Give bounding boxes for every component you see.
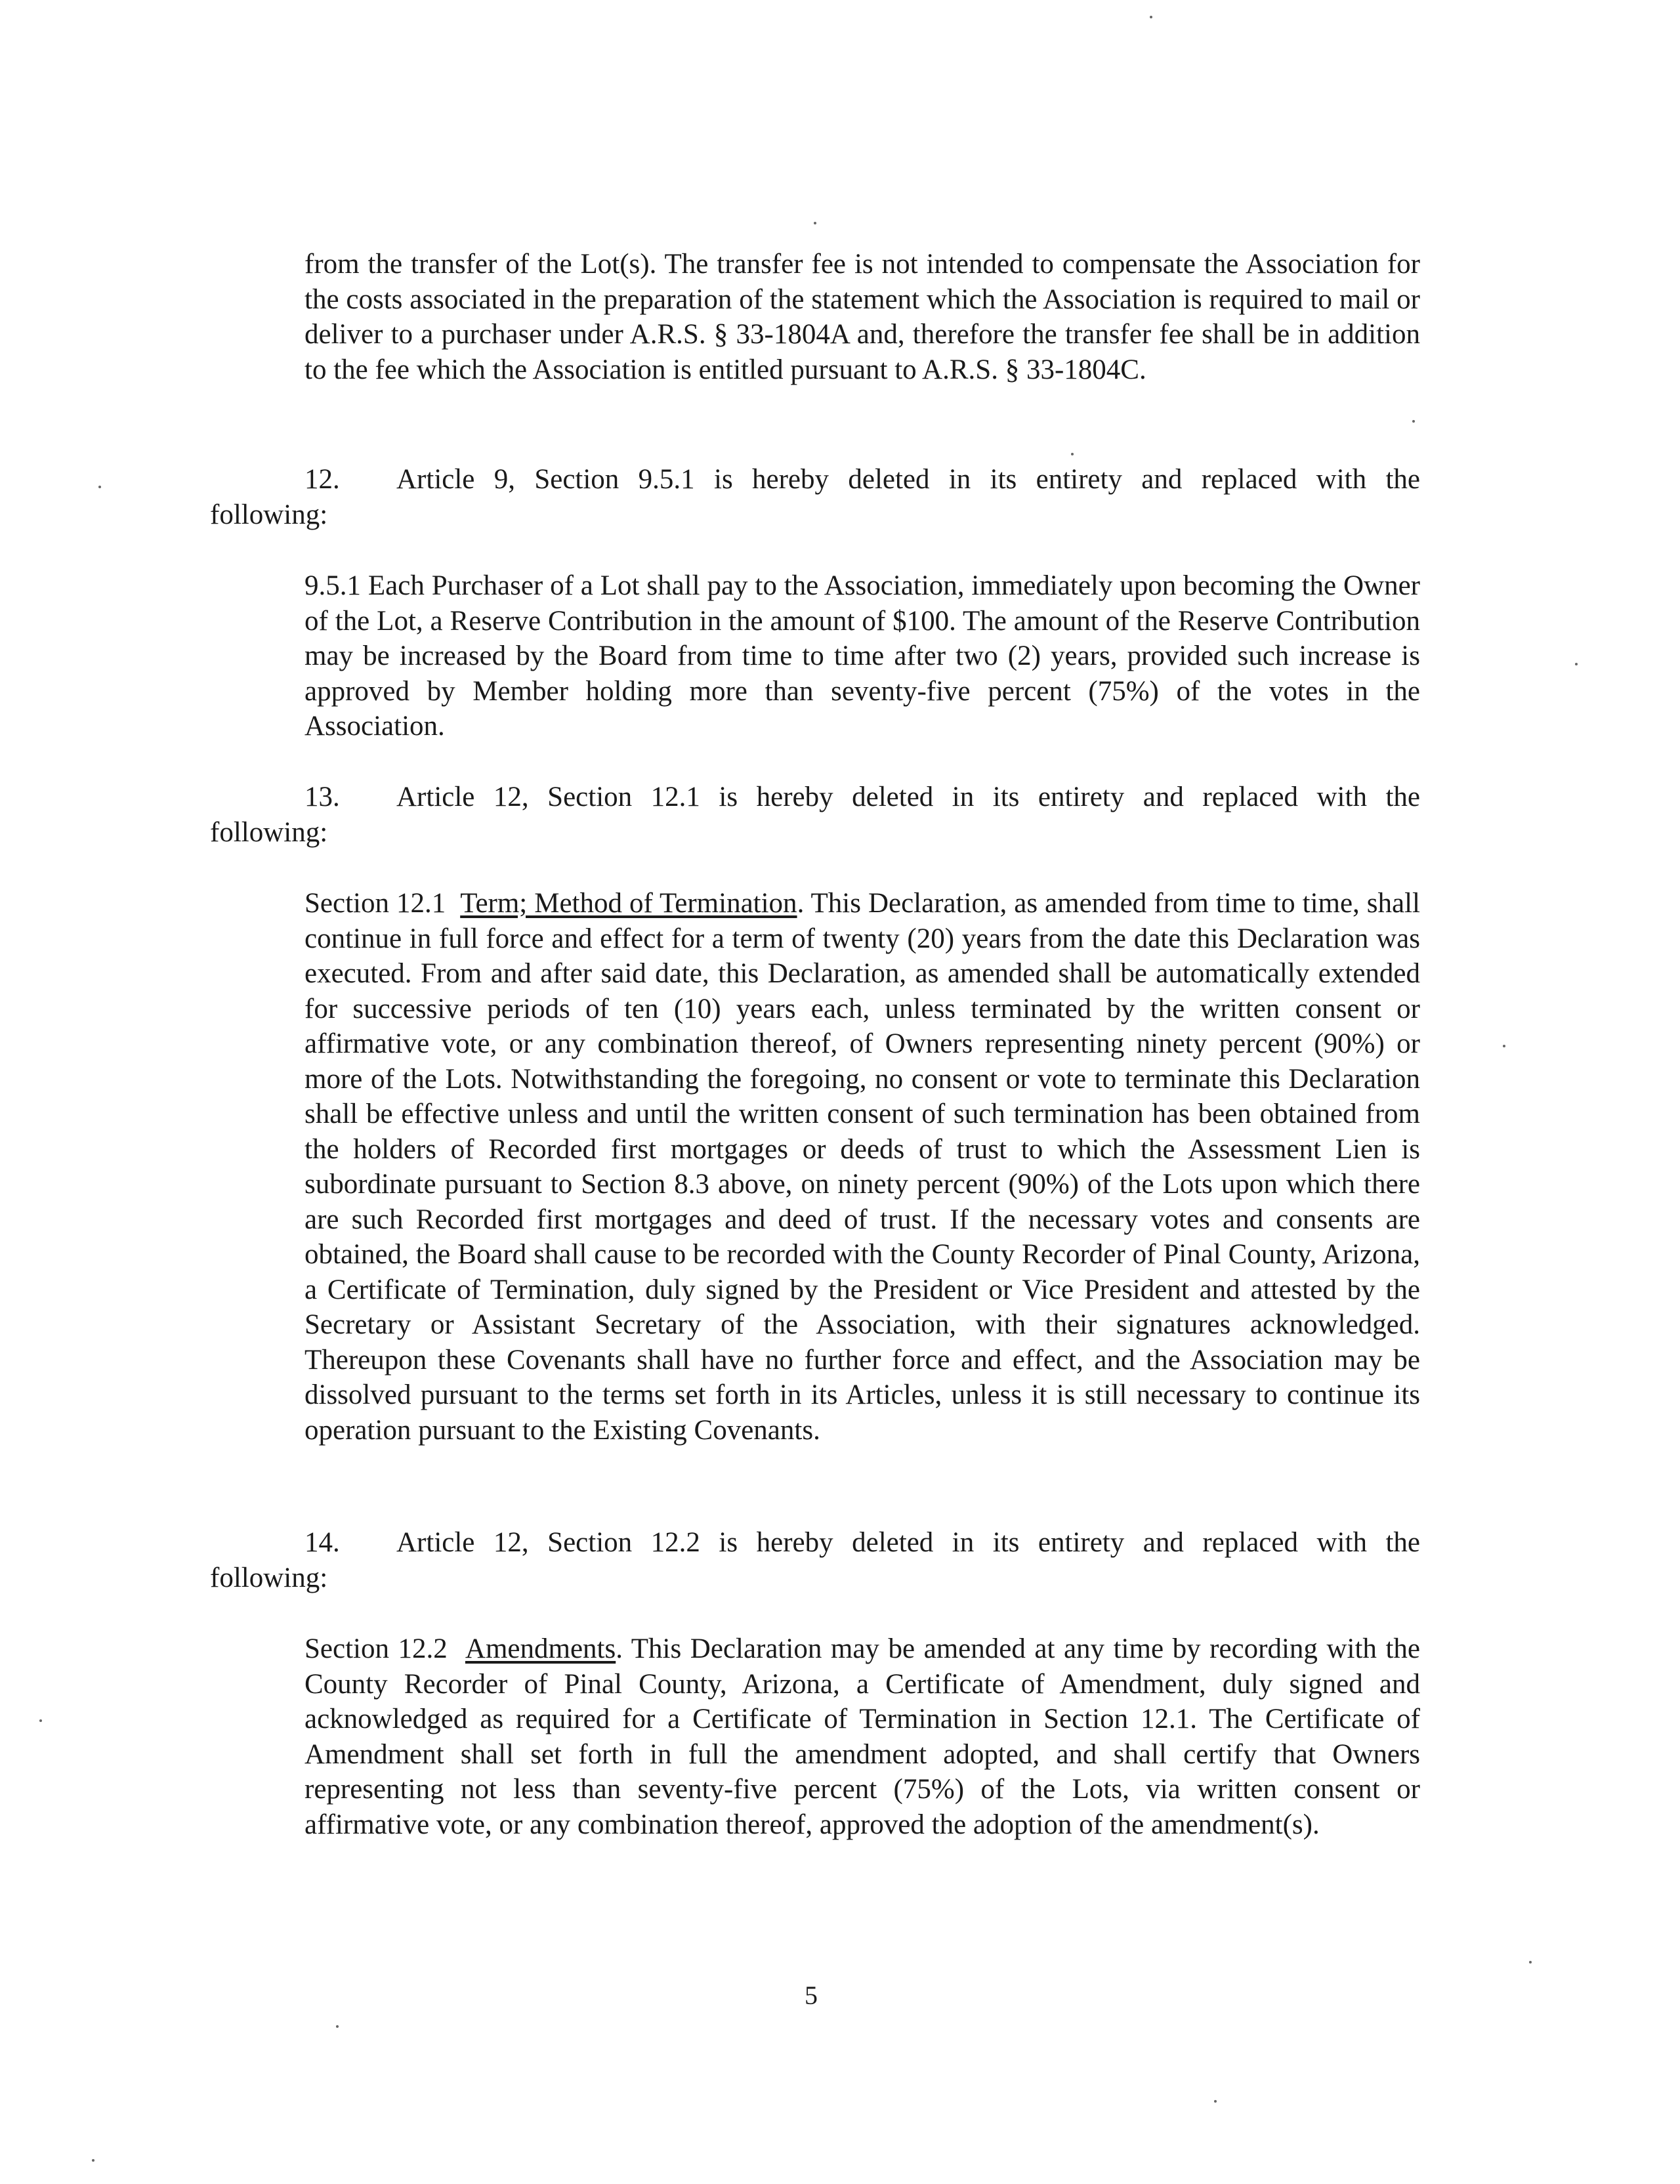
item-12-continuation: following: (210, 499, 328, 530)
item-14-text: Article 12, Section 12.2 is hereby deleted in its entirety and replaced with the (396, 1527, 1420, 1558)
section-12-1 (304, 886, 1420, 1448)
scan-speck (92, 2159, 94, 2162)
amendment-item-13 (210, 780, 1420, 850)
scan-speck (1503, 1045, 1505, 1047)
scan-speck (814, 222, 816, 224)
item-13-continuation: following: (210, 816, 328, 848)
scan-speck (98, 486, 101, 488)
amendment-item-14 (210, 1525, 1420, 1595)
item-12-number: 12. (304, 464, 340, 495)
section-12-2 (304, 1631, 1420, 1842)
scan-speck (1150, 16, 1152, 18)
item-13-number: 13. (304, 782, 340, 812)
item-14-continuation: following: (210, 1562, 328, 1593)
amendment-item-14-line (210, 1525, 1420, 1561)
section-12-2-label: Section 12.2 (304, 1633, 448, 1664)
scan-speck (39, 1719, 42, 1722)
section-9-5-1: 9.5.1 Each Purchaser of a Lot shall pay to the Association, immediately upon becoming the Owner of the Lot, a Reserve Contribution in the amount of $100. The amount of the Reserve Contribution may be increased by the Board from time to time after two (2) years, provided such increase is approved by Member holding more than seventy-five percent (75%) of the votes in the Association. (304, 570, 1420, 742)
page-number: 5 (805, 1981, 818, 2010)
section-12-2-heading: Amendments (465, 1633, 616, 1664)
amendment-item-12 (210, 462, 1420, 532)
scan-speck (336, 2025, 339, 2028)
item-12-text: Article 9, Section 9.5.1 is hereby deleted in its entirety and replaced with the (396, 464, 1420, 495)
scan-speck (1529, 1961, 1532, 1964)
amendment-item-12-line (210, 462, 1420, 497)
section-12-2-body: . This Declaration may be amended at any time by recording with the County Recorder of Pinal County, Arizona, a Certificate of Amendment, duly signed and acknowledged as required for a Certificate of Termination in Section 12.1. The Certificate of Amendment shall set forth in full the amendment adopted, and shall certify that Owners representing not less than seventy-five percent (75%) of the Lots, via written consent or affirmative vote, or any combination thereof, approved the adoption of the amendment(s). (304, 1633, 1421, 1840)
section-12-1-label: Section 12.1 (304, 888, 446, 919)
item-14-number: 14. (304, 1527, 340, 1558)
section-12-1-body: . This Declaration, as amended from time to time, shall continue in full force and effect for a term of twenty (20) years from the date this Declaration was executed. From and after said date, this Declaration, as amended shall be automatically extended for successive periods of ten (10) years each, unless terminated by the written consent or affirmative vote, or any combination thereof, of Owners representing ninety percent (90%) or more of the Lots. Notwithstanding the foregoing, no consent or vote to terminate this Declaration shall be effective unless and until the written consent of such termination has been obtained from the holders of Recorded first mortgages or deeds of trust to which the Assessment Lien is subordinate pursuant to Section 8.3 above, on ninety percent (90%) of the Lots upon which there are such Recorded first mortgages and deed of trust. If the necessary votes and consents are obtained, the Board shall cause to be recorded with the County Recorder of Pinal County, Arizona, a Certificate of Termination, duly signed by the President or Vice President and attested by the Secretary or Assistant Secretary of the Association, with their signatures acknowledged. Thereupon these Covenants shall have no further force and effect, and the Association may be dissolved pursuant to the terms set forth in its Articles, unless it is still necessary to continue its operation pursuant to the Existing Covenants. (304, 888, 1421, 1446)
amendment-item-13-line (210, 780, 1420, 815)
scan-speck (1071, 453, 1074, 455)
scan-speck (1575, 663, 1578, 665)
scan-speck (1412, 420, 1415, 423)
scan-speck (1214, 2100, 1217, 2103)
item-13-text: Article 12, Section 12.1 is hereby deleted in its entirety and replaced with the (396, 782, 1420, 812)
section-12-1-heading: Term; Method of Termination (460, 888, 797, 919)
paragraph-transfer-fee: from the transfer of the Lot(s). The transfer fee is not intended to compensate the Association for the costs associated in the preparation of the statement which the Association is required to mail or deliver to a purchaser under A.R.S. § 33-1804A and, therefore the transfer fee shall be in addition to the fee which the Association is entitled pursuant to A.R.S. § 33-1804C. (304, 249, 1420, 385)
